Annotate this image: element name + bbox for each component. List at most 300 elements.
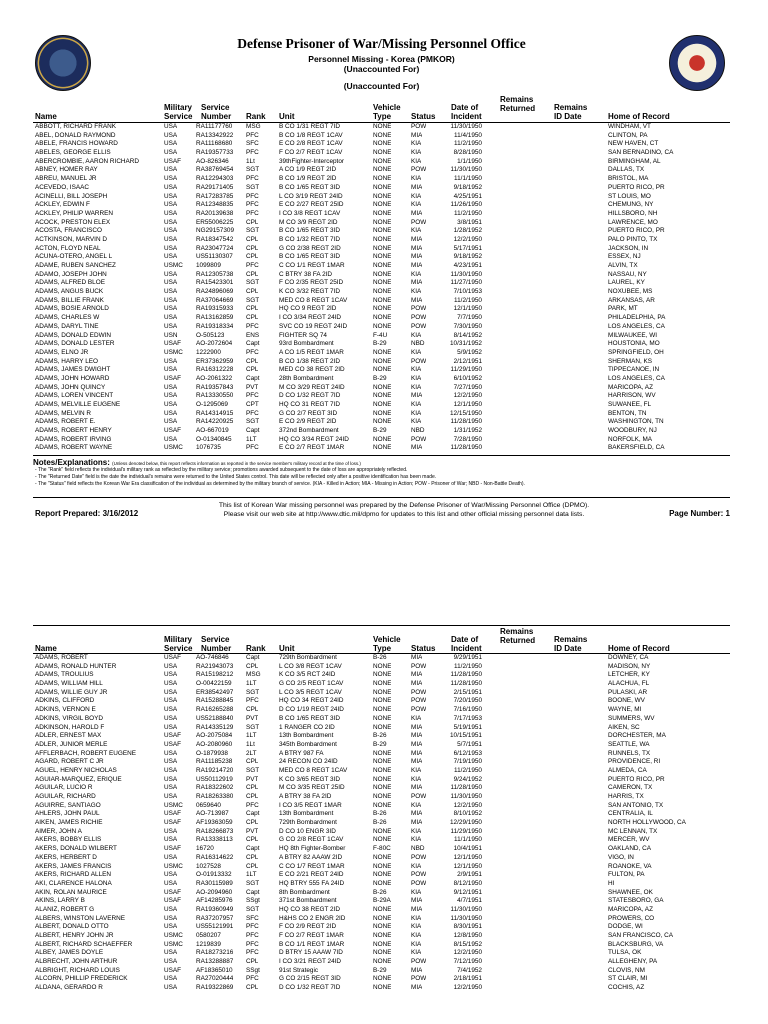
table-row <box>33 279 730 288</box>
cell-rank: Capt <box>246 888 260 896</box>
cell-date-of-incident: 11/28/1950 <box>450 784 482 792</box>
cell-service-number: NG29157309 <box>196 227 235 235</box>
report-subtitle: Personnel Missing - Korea (PMKOR) <box>308 54 455 64</box>
cell-vehicle-type: NONE <box>373 201 392 209</box>
cell-name: ACUNA-OTERO, ANGEL L <box>35 253 113 261</box>
cell-vehicle-type: NONE <box>373 296 392 304</box>
cell-status: KIA <box>411 288 422 296</box>
cell-date-of-incident: 7/20/1950 <box>453 697 482 705</box>
cell-service-number: 16720 <box>196 845 214 853</box>
note-line: - The "Returned Date" field is the date the individual's remains were returned to the United States control. This date will be reflected only after a positive identification has been made. <box>35 474 437 481</box>
cell-vehicle-type: NONE <box>373 314 392 322</box>
cell-service-number: AO-2080960 <box>196 740 233 748</box>
cell-date-of-incident: 7/4/1952 <box>457 966 482 974</box>
cell-date-of-incident: 11/26/1950 <box>450 201 482 209</box>
cell-service-number: AO-826346 <box>196 157 229 165</box>
table-row <box>33 158 730 167</box>
cell-unit: K CO 3/32 REGT 7ID <box>279 288 340 296</box>
cell-vehicle-type: B-29 <box>373 427 387 435</box>
cell-service-number: 0659640 <box>196 801 221 809</box>
cell-date-of-incident: 11/2/1950 <box>454 662 482 670</box>
cell-vehicle-type: NONE <box>373 322 392 330</box>
cell-name: ADAMS, JOHN QUINCY <box>35 383 106 391</box>
cell-home-of-record: MARICOPA, AZ <box>608 905 653 913</box>
cell-vehicle-type: NONE <box>373 801 392 809</box>
cell-date-of-incident: 4/23/1951 <box>453 262 482 269</box>
cell-date-of-incident: 12/1/1950 <box>453 862 482 870</box>
cell-rank: PFC <box>246 131 259 139</box>
cell-unit: I CO 3/21 REGT 24ID <box>279 958 342 966</box>
cell-vehicle-type: NONE <box>373 140 392 148</box>
table-row <box>33 401 730 410</box>
cell-status: KIA <box>411 862 422 870</box>
cell-unit: 28th Bombardment <box>279 374 334 382</box>
cell-status: POW <box>411 218 427 226</box>
cell-vehicle-type: NONE <box>373 984 392 992</box>
cell-service: USA <box>164 166 178 174</box>
cell-name: AGUIRRE, SANTIAGO <box>35 801 101 809</box>
cell-unit: G CO 2/7 REGT 3ID <box>279 409 338 417</box>
cell-rank: PFC <box>246 262 259 269</box>
table-row <box>33 305 730 314</box>
cell-service: USA <box>164 723 178 731</box>
cell-status: MIA <box>411 819 423 827</box>
cell-home-of-record: PHILADELPHIA, PA <box>608 314 666 322</box>
cell-vehicle-type: NONE <box>373 392 392 400</box>
cell-service: USAF <box>164 732 182 740</box>
cell-home-of-record: ARKANSAS, AR <box>608 296 655 304</box>
cell-vehicle-type: NONE <box>373 688 392 696</box>
cell-rank: 2LT <box>246 749 257 757</box>
cell-vehicle-type: B-26 <box>373 732 387 740</box>
cell-service: USAF <box>164 740 182 748</box>
cell-status: POW <box>411 166 427 174</box>
cell-vehicle-type: NONE <box>373 680 392 688</box>
cell-rank: PFC <box>246 932 259 939</box>
cell-vehicle-type: NONE <box>373 975 392 983</box>
col-number: Service Number <box>201 103 232 121</box>
cell-vehicle-type: NONE <box>373 235 392 243</box>
cell-date-of-incident: 9/18/1952 <box>453 183 482 191</box>
cell-status: POW <box>411 314 427 322</box>
cell-unit: F CO 2/35 REGT 25ID <box>279 279 344 287</box>
cell-home-of-record: MILWAUKEE, WI <box>608 331 657 339</box>
cell-date-of-incident: 12/2/1950 <box>453 801 482 809</box>
cell-name: ALDANA, GERARDO R <box>35 984 103 992</box>
cell-rank: SGT <box>246 166 260 174</box>
col-returned: Remains Returned <box>500 627 536 645</box>
cell-rank: PVT <box>246 383 259 391</box>
cell-service-number: RA18266873 <box>196 827 234 835</box>
cell-service-number: RA13288887 <box>196 958 234 966</box>
cell-status: KIA <box>411 383 422 391</box>
cell-rank: 1LT <box>246 435 257 443</box>
cell-date-of-incident: 11/28/1950 <box>450 671 482 679</box>
cell-service-number: RA19357733 <box>196 149 234 157</box>
cell-status: KIA <box>411 374 422 382</box>
table-row <box>33 758 730 767</box>
cell-date-of-incident: 9/29/1951 <box>453 654 482 661</box>
cell-service: USA <box>164 357 178 365</box>
cell-name: ADKINS, CLIFFORD <box>35 697 95 705</box>
cell-service-number: RA19318334 <box>196 322 234 330</box>
cell-name: ALCORN, PHILLIP FREDERICK <box>35 975 128 983</box>
cell-name: ABEL, DONALD RAYMOND <box>35 131 116 139</box>
table-row <box>33 253 730 262</box>
cell-service: USMC <box>164 862 183 870</box>
table-row <box>33 314 730 323</box>
cell-service: USA <box>164 853 178 861</box>
cell-vehicle-type: NONE <box>373 706 392 714</box>
cell-service-number: 1222900 <box>196 348 221 356</box>
cell-vehicle-type: NONE <box>373 348 392 356</box>
cell-rank: SGT <box>246 296 260 304</box>
cell-status: KIA <box>411 409 422 417</box>
cell-status: KIA <box>411 418 422 426</box>
table-row <box>33 828 730 837</box>
cell-vehicle-type: B-26 <box>373 888 387 896</box>
cell-date-of-incident: 5/7/1951 <box>457 740 482 748</box>
table-row <box>33 975 730 984</box>
cell-home-of-record: BOONE, WV <box>608 697 645 705</box>
cell-rank: SSgt <box>246 966 260 974</box>
cell-vehicle-type: NONE <box>373 131 392 139</box>
cell-status: MIA <box>411 680 423 688</box>
footer-message-line-1: This list of Korean War missing personnel was prepared by the Defense Prisoner of War/Missing Personnel Office (DPMO). <box>218 502 590 510</box>
cell-home-of-record: WASHINGTON, TN <box>608 418 664 426</box>
cell-rank: PFC <box>246 201 259 209</box>
cell-home-of-record: TULSA, OK <box>608 949 642 957</box>
cell-unit: HQ CO 3/34 REGT 24ID <box>279 435 349 443</box>
cell-unit: M CO 3/35 REGT 25ID <box>279 784 345 792</box>
table-row <box>33 854 730 863</box>
cell-home-of-record: LAWRENCE, MO <box>608 218 658 226</box>
table-row <box>33 262 730 271</box>
cell-status: KIA <box>411 270 422 278</box>
cell-unit: HQ CO 9 REGT 2ID <box>279 305 337 313</box>
cell-unit: G CO 2/5 REGT 1CAV <box>279 680 344 688</box>
cell-name: ADAMS, WILLIAM HILL <box>35 680 103 688</box>
cell-rank: 1Lt <box>246 740 255 748</box>
notes-heading-sub: (Unless denoted below, this report reflects information as reported in the service member's military record at the time of loss.) <box>112 461 361 467</box>
cell-home-of-record: PUERTO RICO, PR <box>608 183 665 191</box>
col-status: Status <box>411 112 436 121</box>
cell-status: POW <box>411 697 427 705</box>
cell-vehicle-type: NONE <box>373 418 392 426</box>
cell-date-of-incident: 10/15/1951 <box>450 732 482 740</box>
cell-service-number: RA15423301 <box>196 279 234 287</box>
cell-service: USMC <box>164 932 183 939</box>
cell-unit: L CO 3/19 REGT 24ID <box>279 192 343 200</box>
cell-vehicle-type: B-29 <box>373 340 387 348</box>
cell-vehicle-type: F-4U <box>373 331 388 339</box>
cell-status: POW <box>411 793 427 800</box>
cell-rank: SGT <box>246 279 260 287</box>
cell-service: USA <box>164 270 178 278</box>
cell-service-number: RA16265288 <box>196 706 234 714</box>
cell-service: USA <box>164 958 178 966</box>
cell-date-of-incident: 12/1/1950 <box>453 401 482 408</box>
cell-status: NBD <box>411 427 425 435</box>
cell-status: KIA <box>411 175 422 183</box>
cell-rank: CPL <box>246 662 259 670</box>
cell-vehicle-type: NONE <box>373 836 392 844</box>
cell-rank: PFC <box>246 940 259 948</box>
cell-service-number: RA17283785 <box>196 192 234 200</box>
cell-unit: F CO 2/7 REGT 1MAR <box>279 932 344 939</box>
table-row <box>33 227 730 236</box>
cell-status: POW <box>411 688 427 696</box>
cell-name: ADAMS, BILLIE FRANK <box>35 296 104 304</box>
cell-name: ADAMS, WILLIE GUY JR <box>35 688 108 696</box>
cell-name: ADAMS, LOREN VINCENT <box>35 392 114 400</box>
cell-home-of-record: SPRINGFIELD, OH <box>608 348 664 356</box>
cell-home-of-record: SUWANEE, FL <box>608 401 652 408</box>
table-row <box>33 715 730 724</box>
table-row <box>33 418 730 427</box>
cell-status: MIA <box>411 905 423 913</box>
report-header <box>33 32 730 94</box>
col-returned: Remains Returned <box>500 95 536 113</box>
cell-name: ADAMS, BOSIE ARNOLD <box>35 305 109 313</box>
table-row <box>33 210 730 219</box>
cell-service: USA <box>164 409 178 417</box>
cell-home-of-record: MARICOPA, AZ <box>608 383 653 391</box>
cell-rank: PFC <box>246 175 259 183</box>
cell-vehicle-type: NONE <box>373 305 392 313</box>
cell-unit: E CO 2/8 REGT 1CAV <box>279 140 343 148</box>
cell-status: MIA <box>411 209 423 217</box>
cell-vehicle-type: NONE <box>373 766 392 774</box>
cell-service-number: RA18347542 <box>196 235 234 243</box>
cell-vehicle-type: NONE <box>373 262 392 269</box>
report-subtitle-2: (Unaccounted For) <box>343 64 420 74</box>
cell-unit: B CO 1/65 REGT 3ID <box>279 183 340 191</box>
cell-service-number: RA14314915 <box>196 409 234 417</box>
cell-vehicle-type: NONE <box>373 192 392 200</box>
cell-service: USAF <box>164 340 182 348</box>
cell-vehicle-type: NONE <box>373 409 392 417</box>
column-headers <box>33 94 730 123</box>
cell-date-of-incident: 12/8/1950 <box>453 932 482 939</box>
cell-name: ADAMS, TROULIUS <box>35 671 94 679</box>
table-row <box>33 375 730 384</box>
cell-unit: MED CO 8 REGT 1CAV <box>279 296 348 304</box>
table-row <box>33 132 730 141</box>
cell-service: USA <box>164 235 178 243</box>
col-remains-id: Remains ID Date <box>554 635 588 653</box>
cell-date-of-incident: 7/19/1950 <box>453 758 482 766</box>
cell-service-number: 0580207 <box>196 932 221 939</box>
cell-vehicle-type: NONE <box>373 270 392 278</box>
cell-rank: SFC <box>246 914 259 922</box>
cell-unit: MED CO 38 REGT 2ID <box>279 366 345 374</box>
cell-service-number: RA38769454 <box>196 166 234 174</box>
cell-rank: PFC <box>246 949 259 957</box>
cell-home-of-record: SUMMERS, WV <box>608 714 655 722</box>
cell-rank: CPL <box>246 244 259 252</box>
cell-home-of-record: PULASKI, AR <box>608 688 648 696</box>
cell-home-of-record: LETCHER, KY <box>608 671 650 679</box>
cell-date-of-incident: 11/27/1950 <box>450 279 482 287</box>
cell-home-of-record: LOS ANGELES, CA <box>608 374 665 382</box>
cell-service-number: RA21943073 <box>196 662 234 670</box>
cell-home-of-record: BIRMINGHAM, AL <box>608 157 661 165</box>
table-row <box>33 836 730 845</box>
cell-date-of-incident: 11/28/1950 <box>450 680 482 688</box>
cell-date-of-incident: 12/2/1950 <box>453 235 482 243</box>
cell-service: USA <box>164 749 178 757</box>
cell-rank: CPL <box>246 819 259 827</box>
table-row <box>33 427 730 436</box>
cell-service-number: RA37064669 <box>196 296 234 304</box>
cell-date-of-incident: 8/28/1950 <box>453 149 482 157</box>
cell-status: MIA <box>411 244 423 252</box>
cell-status: POW <box>411 853 427 861</box>
cell-name: ADAMS, ROBERT WAYNE <box>35 444 113 452</box>
table-row <box>33 871 730 880</box>
cell-service: USA <box>164 949 178 957</box>
cell-service: USA <box>164 775 178 783</box>
cell-date-of-incident: 11/2/1950 <box>454 766 482 774</box>
cell-unit: L CO 3/8 REGT 1CAV <box>279 662 342 670</box>
cell-unit: HQ CO 34 REGT 24ID <box>279 697 344 705</box>
cell-rank: CPL <box>246 853 259 861</box>
cell-rank: CPL <box>246 235 259 243</box>
cell-rank: PFC <box>246 149 259 157</box>
cell-service: USA <box>164 766 178 774</box>
cell-home-of-record: ALMEDA, CA <box>608 766 647 774</box>
col-home: Home of Record <box>608 644 670 653</box>
cell-name: AGUEL, HENRY NICHOLAS <box>35 766 117 774</box>
cell-status: POW <box>411 871 427 879</box>
cell-status: POW <box>411 706 427 714</box>
cell-home-of-record: VIGO, IN <box>608 853 634 861</box>
cell-name: AKI, CLARENCE HALONA <box>35 879 112 887</box>
cell-service-number: 1076735 <box>196 444 221 452</box>
cell-rank: PVT <box>246 714 259 722</box>
cell-status: MIA <box>411 984 423 992</box>
cell-name: ALBERT, RICHARD SCHAEFFER <box>35 940 133 948</box>
cell-rank: PFC <box>246 923 259 931</box>
cell-home-of-record: ST LOUIS, MO <box>608 192 651 200</box>
report-page-2 <box>33 625 730 993</box>
cell-service-number: O-01340845 <box>196 435 232 443</box>
cell-name: ADAMS, JAMES DWIGHT <box>35 366 111 374</box>
cell-home-of-record: HOUSTONIA, MO <box>608 340 660 348</box>
cell-service-number: O-505123 <box>196 331 225 339</box>
cell-name: ADAMS, RONALD HUNTER <box>35 662 117 670</box>
table-row <box>33 941 730 950</box>
cell-home-of-record: SHAWNEE, OK <box>608 888 653 896</box>
cell-status: KIA <box>411 192 422 200</box>
cell-name: AIMER, JOHN A <box>35 827 82 835</box>
cell-service-number: RA11168680 <box>196 140 233 148</box>
cell-vehicle-type: NONE <box>373 775 392 783</box>
cell-unit: 24 RECON CO 24ID <box>279 758 338 766</box>
cell-service-number: RA12305738 <box>196 270 234 278</box>
table-row <box>33 802 730 811</box>
cell-unit: 13th Bombardment <box>279 810 334 818</box>
table-row <box>33 201 730 210</box>
cell-unit: 371st Bombardment <box>279 897 337 905</box>
cell-home-of-record: PALO PINTO, TX <box>608 235 658 243</box>
col-name: Name <box>35 644 57 653</box>
cell-date-of-incident: 7/12/1950 <box>453 958 482 966</box>
cell-rank: CPL <box>246 793 259 800</box>
cell-vehicle-type: B-29A <box>373 897 391 905</box>
cell-service: USAF <box>164 897 182 905</box>
cell-service-number: RA15288845 <box>196 697 234 705</box>
cell-unit: 13th Bombardment <box>279 732 334 740</box>
cell-name: ACOCK, PRESTON ELEX <box>35 218 111 226</box>
cell-service: USA <box>164 905 178 913</box>
cell-date-of-incident: 5/17/1951 <box>453 244 482 252</box>
cell-name: AKERS, JAMES FRANCIS <box>35 862 112 870</box>
cell-rank: Capt <box>246 374 260 382</box>
notes-heading: Notes/Explanations: (Unless denoted below, this report reflects information as reported in the service member's military record at the time of loss.) <box>33 458 361 468</box>
cell-service: USA <box>164 244 178 252</box>
cell-vehicle-type: NONE <box>373 671 392 679</box>
cell-status: NBD <box>411 340 425 348</box>
cell-rank: CPL <box>246 253 259 261</box>
col-vehicle: Vehicle Type <box>373 103 401 121</box>
cell-date-of-incident: 7/27/1950 <box>453 383 482 391</box>
cell-name: ADAMS, ROBERT <box>35 654 88 661</box>
cell-unit: B CO 1/1 REGT 1MAR <box>279 940 345 948</box>
cell-vehicle-type: B-29 <box>373 374 387 382</box>
cell-service-number: RA18322602 <box>196 784 234 792</box>
cell-name: ADAMS, ALFRED BLOE <box>35 279 105 287</box>
report-footer <box>33 498 730 524</box>
cell-status: MIA <box>411 723 423 731</box>
col-vehicle: Vehicle Type <box>373 635 401 653</box>
cell-service: USA <box>164 183 178 191</box>
cell-unit: B CO 1/65 REGT 3ID <box>279 253 340 261</box>
cell-rank: 1Lt <box>246 157 255 165</box>
cell-status: KIA <box>411 923 422 931</box>
cell-rank: SFC <box>246 140 259 148</box>
cell-vehicle-type: NONE <box>373 714 392 722</box>
column-headers <box>33 625 730 654</box>
cell-name: ADKINS, VERNON E <box>35 706 96 714</box>
table-row <box>33 236 730 245</box>
cell-status: KIA <box>411 331 422 339</box>
table-row <box>33 410 730 419</box>
cell-vehicle-type: NONE <box>373 123 392 130</box>
table-row <box>33 880 730 889</box>
cell-status: KIA <box>411 949 422 957</box>
cell-status: POW <box>411 975 427 983</box>
cell-name: ACTON, FLOYD NEAL <box>35 244 101 252</box>
col-remains-id: Remains ID Date <box>554 103 588 121</box>
cell-rank: Capt <box>246 427 260 435</box>
cell-service: USA <box>164 279 178 287</box>
cell-date-of-incident: 7/30/1950 <box>453 322 482 330</box>
cell-rank: 1LT <box>246 732 257 740</box>
cell-status: MIA <box>411 671 423 679</box>
cell-rank: PFC <box>246 348 259 356</box>
cell-service: USA <box>164 253 178 261</box>
cell-home-of-record: BLACKSBURG, VA <box>608 940 664 948</box>
cell-home-of-record: WOODBURY, NJ <box>608 427 657 435</box>
cell-status: MIA <box>411 183 423 191</box>
table-row <box>33 663 730 672</box>
cell-date-of-incident: 11/30/1950 <box>450 166 482 174</box>
cell-name: ACEVEDO, ISAAC <box>35 183 89 191</box>
cell-service-number: O-01913332 <box>196 871 232 879</box>
cell-service-number: RA19322869 <box>196 984 234 992</box>
